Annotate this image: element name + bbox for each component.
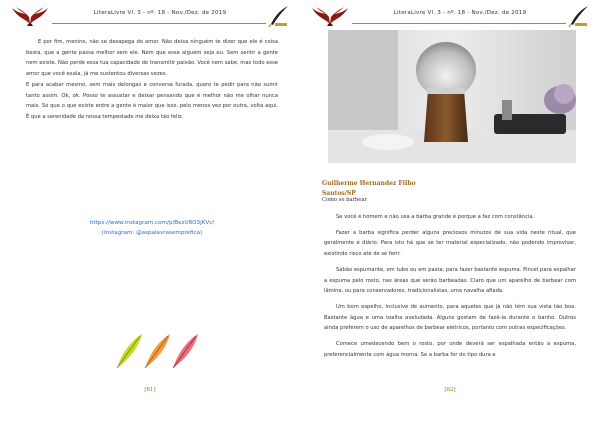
instagram-handle: (Instagram: @aspalavrasemprefica) xyxy=(101,230,203,236)
shaving-brush-photo xyxy=(328,30,576,163)
page-header xyxy=(10,4,290,28)
orange-feather-icon xyxy=(145,334,170,368)
page-number: [81] xyxy=(144,387,156,393)
right-page xyxy=(300,0,600,424)
feathers-illustration xyxy=(115,316,205,371)
wings-logo-icon xyxy=(310,4,350,28)
instagram-url-link[interactable]: https://www.instagram.com/p/BezU8O3jKVc/ xyxy=(89,220,215,226)
header-divider xyxy=(352,23,566,24)
author-block xyxy=(322,179,416,199)
paragraph: Sabão espumante, em tubo ou em pasta, para fazer bastante espuma. Pincel para espalhar a espuma pelo rosto, nas áreas que serão barbeadas. Claro que um aparelho de barbear com lâmina, ou para conservadores, tradicionalistas, uma navalha afiada. xyxy=(324,266,576,295)
header-title: LiteraLivre Vl. 3 - nº. 18 - Nov./Dez. de 2019 xyxy=(393,10,527,16)
quill-pen-icon xyxy=(566,4,590,28)
instagram-links xyxy=(26,218,278,238)
author-name: Guilherme Hernandez Filho xyxy=(322,180,416,187)
red-feather-icon xyxy=(173,334,198,368)
wings-logo-icon xyxy=(10,4,50,28)
left-body-text xyxy=(26,37,278,123)
right-body-text xyxy=(324,212,576,365)
paragraph: Fazer a barba significa perder alguns preciosos minutos de sua vida neste ritual, que geralmente é diário. Para isto há que se ter material especializado, não podendo improvisar, existindo risco até de se ferir. xyxy=(324,229,576,258)
green-feather-icon xyxy=(117,334,142,368)
article-subtitle: Como se barbear xyxy=(322,197,368,203)
page-header xyxy=(310,4,590,28)
header-title: LiteraLivre Vl. 3 - nº. 18 - Nov./Dez. de 2019 xyxy=(93,10,227,16)
paragraph: Se você é homem e não usa a barba grande é porque a faz com constância. xyxy=(336,214,535,220)
quill-pen-icon xyxy=(266,4,290,28)
paragraph: E por fim, menino, não se desapega do amor. Não deixa ninguém te dizer que ele é coisa besta, que a gente passa melhor sem ele. Nem que esse alguém seja eu. Sem sentir a gente nem existe. Não perde essa tua capacidade de transmitir paixão. Você nem sabe, mas todo esse amor que você exala, já me sustentou diversas vezes. xyxy=(26,39,278,78)
page-number: [82] xyxy=(444,387,456,393)
author-city: Santos/SP xyxy=(322,190,356,197)
paragraph: Um bom espelho, inclusive de aumento, para aqueles que já não têm sua vista tão boa. Bastante água e uma toalha aveludada. Alguns gostam de fazê-la durante o banho. Outros ainda preferem o uso de aparelhos de barbear elétricos, portanto com outras especificações. xyxy=(324,303,576,332)
paragraph: E para acabar mesmo, sem mais delongas e conversa furada, quero te pedir para não sumir tanto assim. Ok, ok. Posso te assustar e deixar pensando que é melhor não me olhar nunca mais. Só que o que existe entre a gente é maior que isso, pelo menos vez por outra, volta aqui. É que a serenidade da nossa tempestade me deixa tão feliz. xyxy=(26,81,278,120)
header-divider xyxy=(52,23,266,24)
paragraph: Comece umedecendo bem o rosto, por onde deverá ser espalhada então a espuma, preferencialmente com água morna. Se a barba for do tipo dura e xyxy=(324,341,576,358)
